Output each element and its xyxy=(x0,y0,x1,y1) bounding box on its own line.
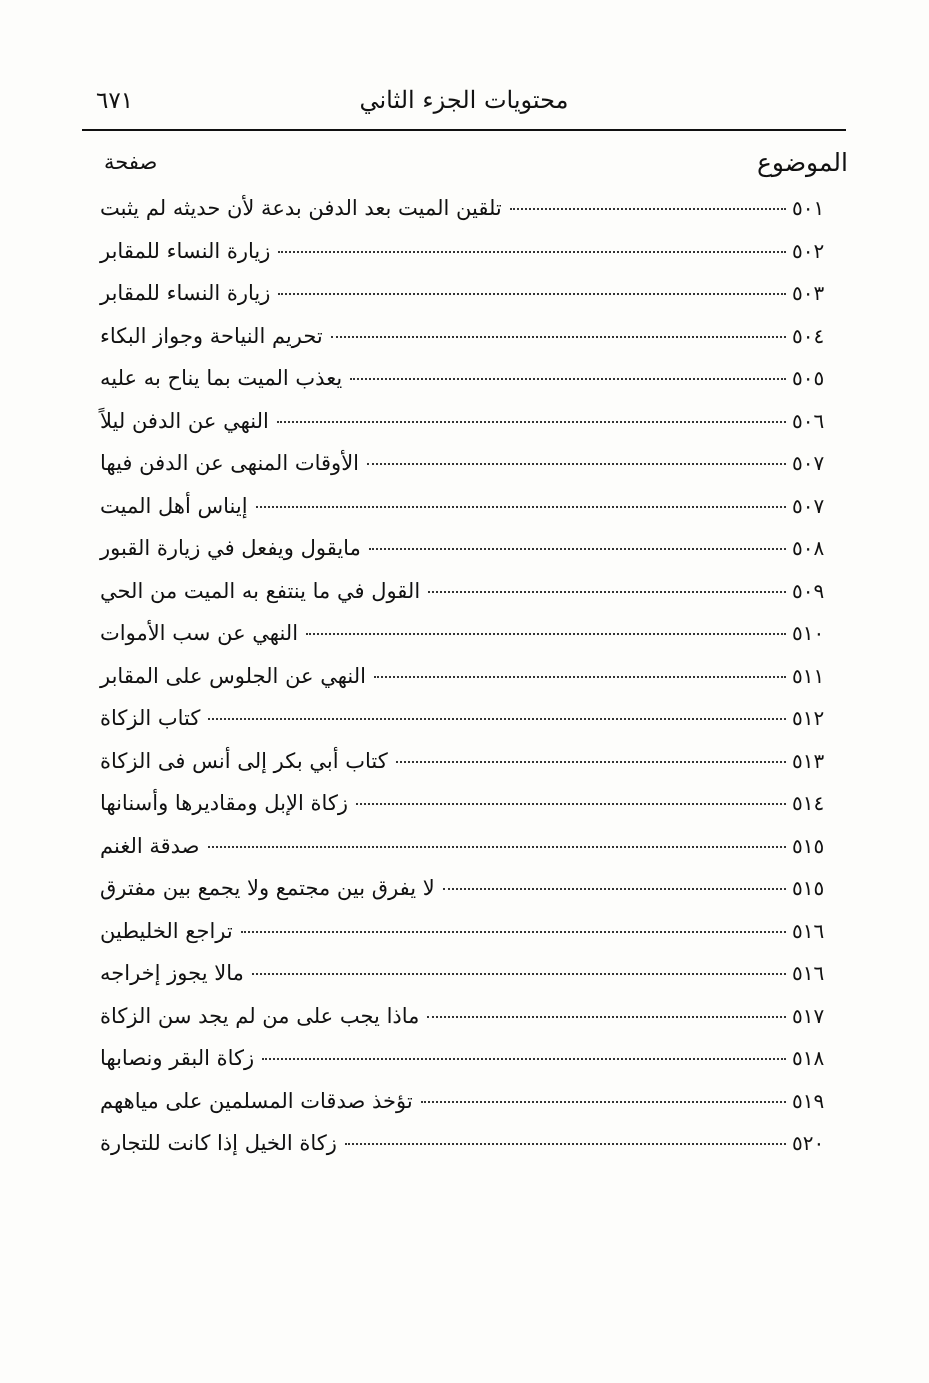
toc-entry-title: زكاة الإبل ومقاديرها وأسنانها xyxy=(100,791,349,815)
dot-leader xyxy=(367,463,786,465)
dot-leader xyxy=(428,591,786,593)
toc-entry xyxy=(100,451,848,494)
column-headings xyxy=(100,148,848,188)
toc-entry xyxy=(100,749,848,792)
toc-entry xyxy=(100,876,848,919)
toc-entry-page: ٥١٢ xyxy=(792,706,825,730)
toc-entry xyxy=(100,281,848,324)
dot-leader xyxy=(331,336,786,338)
toc-entry xyxy=(100,239,848,282)
toc-entry xyxy=(100,706,848,749)
toc-entry xyxy=(100,919,848,962)
toc-entry-title: النهي عن الجلوس على المقابر xyxy=(100,663,367,688)
toc-entry-page: ٥١٤ xyxy=(792,791,825,815)
dot-leader xyxy=(369,548,786,550)
toc-entry-title: تؤخذ صدقات المسلمين على مياههم xyxy=(100,1088,413,1113)
toc-entry xyxy=(100,196,848,239)
toc-entry-title: مايقول ويفعل في زيارة القبور xyxy=(100,536,361,560)
toc-entry-page: ٥١٠ xyxy=(792,621,825,645)
table-of-contents xyxy=(100,196,848,1174)
dot-leader xyxy=(306,633,786,635)
toc-entry xyxy=(100,409,848,452)
dot-leader xyxy=(356,803,786,805)
toc-entry xyxy=(100,324,848,367)
toc-entry xyxy=(100,834,848,877)
dot-leader xyxy=(241,931,786,933)
toc-entry-page: ٥١٦ xyxy=(792,918,825,943)
toc-entry-page: ٥١٥ xyxy=(792,833,825,858)
toc-entry-title: ماذا يجب على من لم يجد سن الزكاة xyxy=(100,1003,420,1028)
toc-entry-page: ٥١١ xyxy=(792,663,825,688)
toc-entry xyxy=(100,664,848,707)
toc-entry xyxy=(100,1089,848,1132)
toc-entry-page: ٥٠٥ xyxy=(792,366,825,390)
toc-entry-page: ٥١٣ xyxy=(792,748,825,773)
toc-entry xyxy=(100,1131,848,1174)
toc-entry-title: إيناس أهل الميت xyxy=(100,493,248,518)
topic-column-heading: الموضوع xyxy=(757,148,848,177)
toc-entry-title: الأوقات المنهى عن الدفن فيها xyxy=(100,451,360,475)
toc-entry-page: ٥٠٦ xyxy=(792,408,825,433)
toc-entry-title: زيارة النساء للمقابر xyxy=(100,281,271,305)
header-title: محتويات الجزء الثاني xyxy=(359,86,569,114)
toc-entry xyxy=(100,961,848,1004)
dot-leader xyxy=(350,378,786,380)
toc-entry-title: لا يفرق بين مجتمع ولا يجمع بين مفترق xyxy=(100,876,435,900)
toc-entry-page: ٥١٩ xyxy=(792,1088,825,1113)
toc-entry-title: تراجع الخليطين xyxy=(100,918,233,943)
toc-entry xyxy=(100,366,848,409)
toc-entry-page: ٥٠٧ xyxy=(792,451,825,475)
toc-entry-title: زكاة الخيل إذا كانت للتجارة xyxy=(100,1131,337,1155)
toc-entry-page: ٥٠٢ xyxy=(792,238,825,263)
toc-entry xyxy=(100,1004,848,1047)
dot-leader xyxy=(277,421,786,423)
dot-leader xyxy=(374,676,786,678)
dot-leader xyxy=(262,1058,786,1060)
toc-entry-page: ٥١٦ xyxy=(792,961,825,985)
toc-entry-title: النهي عن الدفن ليلاً xyxy=(100,408,269,433)
dot-leader xyxy=(252,973,786,975)
dot-leader xyxy=(421,1101,786,1103)
toc-entry-title: النهي عن سب الأموات xyxy=(100,621,299,645)
dot-leader xyxy=(208,718,786,720)
toc-entry-page: ٥٠٣ xyxy=(792,281,825,305)
toc-entry-title: تحريم النياحة وجواز البكاء xyxy=(100,323,323,348)
header-page-number: ٦٧١ xyxy=(96,88,134,114)
toc-entry-title: كتاب أبي بكر إلى أنس فى الزكاة xyxy=(100,748,388,773)
toc-entry-title: صدقة الغنم xyxy=(100,833,200,858)
dot-leader xyxy=(256,506,786,508)
toc-entry-page: ٥٠١ xyxy=(792,196,825,220)
toc-entry-page: ٥٢٠ xyxy=(792,1131,825,1155)
dot-leader xyxy=(443,888,786,890)
toc-entry-title: زيارة النساء للمقابر xyxy=(100,238,271,263)
toc-entry xyxy=(100,621,848,664)
page-column-heading: صفحة xyxy=(104,150,158,174)
toc-entry xyxy=(100,1046,848,1089)
toc-entry-page: ٥١٨ xyxy=(792,1046,825,1070)
toc-entry-title: كتاب الزكاة xyxy=(100,706,201,730)
dot-leader xyxy=(345,1143,786,1145)
toc-entry-title: مالا يجوز إخراجه xyxy=(100,961,244,985)
toc-entry-title: القول في ما ينتفع به الميت من الحي xyxy=(100,578,421,603)
toc-entry xyxy=(100,579,848,622)
toc-entry xyxy=(100,494,848,537)
dot-leader xyxy=(510,208,786,210)
dot-leader xyxy=(278,251,786,253)
toc-entry-title: زكاة البقر ونصابها xyxy=(100,1046,255,1070)
dot-leader xyxy=(208,846,786,848)
toc-entry-page: ٥١٧ xyxy=(792,1003,825,1028)
toc-entry-page: ٥١٥ xyxy=(792,876,825,900)
toc-entry-page: ٥٠٧ xyxy=(792,493,825,518)
toc-entry-title: تلقين الميت بعد الدفن بدعة لأن حديثه لم يثبت xyxy=(100,196,502,220)
toc-entry-title: يعذب الميت بما يناح به عليه xyxy=(100,366,343,390)
dot-leader xyxy=(396,761,786,763)
toc-entry-page: ٥٠٩ xyxy=(792,578,825,603)
toc-entry-page: ٥٠٤ xyxy=(792,323,825,348)
dot-leader xyxy=(278,293,786,295)
running-header xyxy=(82,86,846,126)
header-rule xyxy=(82,129,846,131)
toc-entry-page: ٥٠٨ xyxy=(792,536,825,560)
toc-entry xyxy=(100,791,848,834)
dot-leader xyxy=(427,1016,786,1018)
toc-entry xyxy=(100,536,848,579)
